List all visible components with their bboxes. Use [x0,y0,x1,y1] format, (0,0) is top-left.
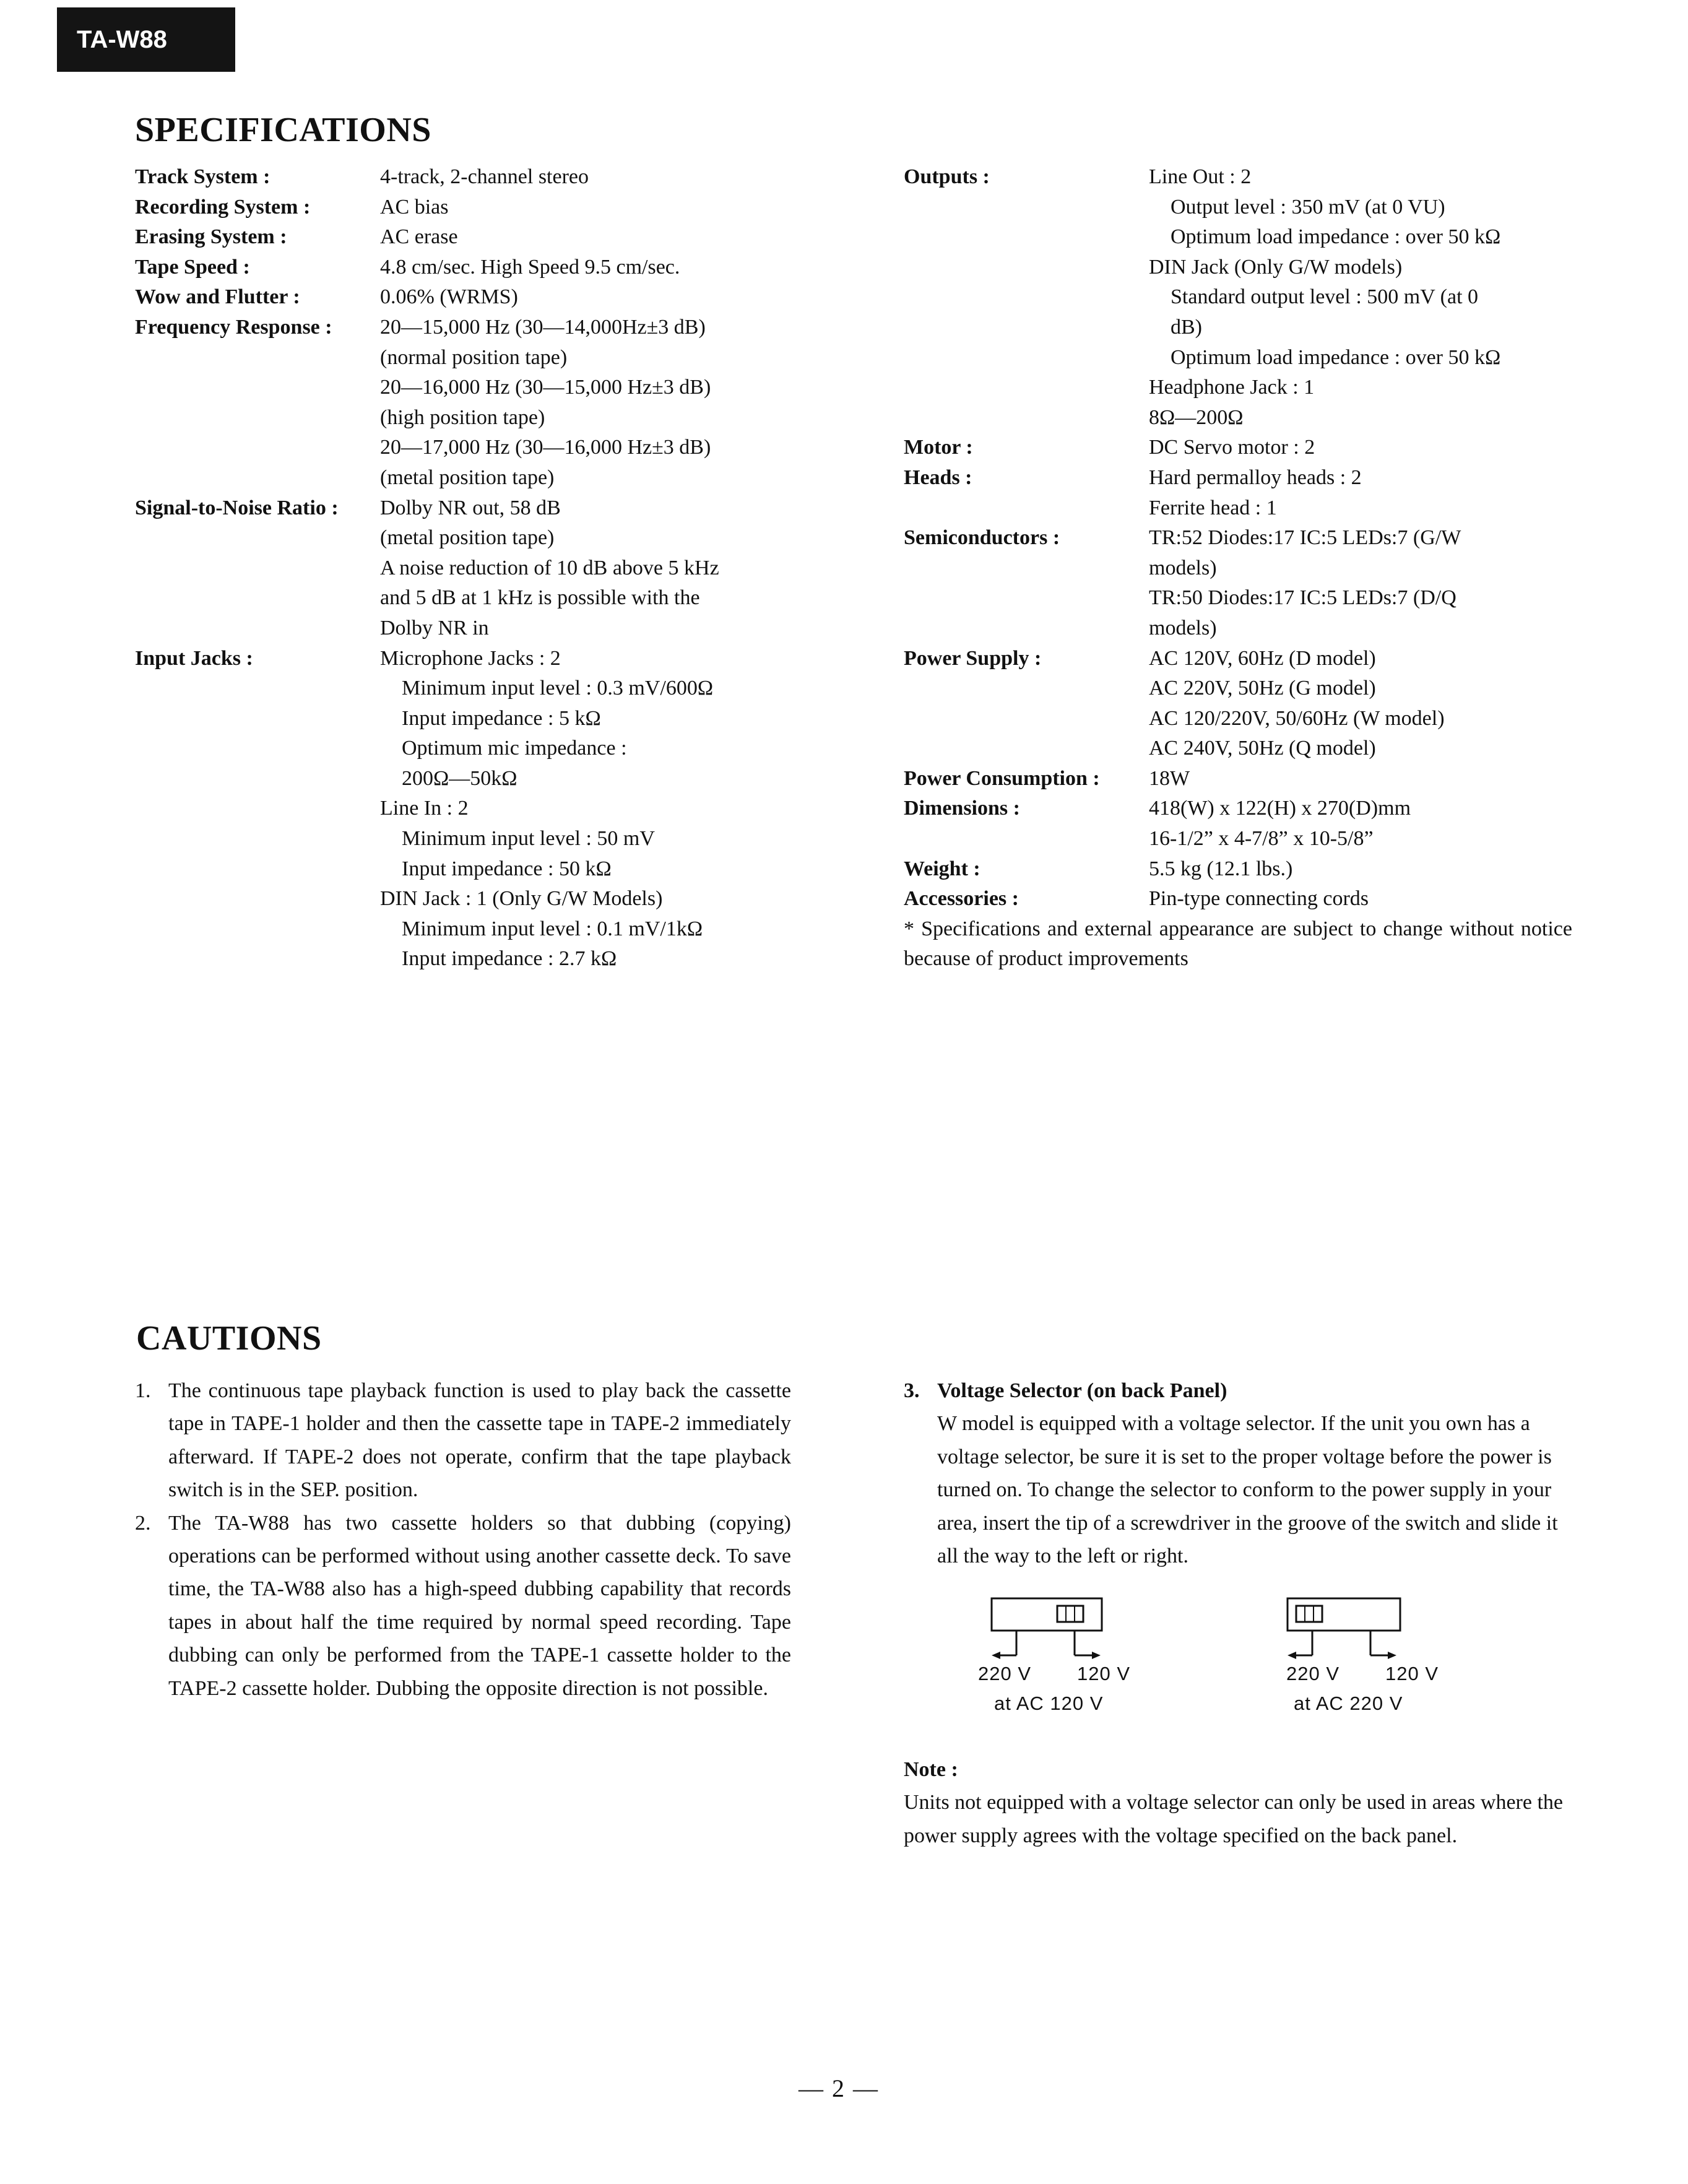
spec-row [135,493,773,644]
spec-label: Power Consumption : [904,766,1100,790]
spec-value-line: TR:50 Diodes:17 IC:5 LEDs:7 (D/Q [1149,586,1456,610]
spec-value-line: Headphone Jack : 1 [1149,376,1315,399]
model-tag: TA-W88 [57,7,235,72]
spec-values [380,282,773,313]
spec-value-line: 20—16,000 Hz (30—15,000 Hz±3 dB) [380,376,711,399]
spec-value-line: Line Out : 2 [1149,165,1252,188]
specifications-left-column [135,162,773,974]
spec-value-line: Input impedance : 2.7 kΩ [402,947,617,971]
caution-item [135,1374,791,1507]
specifications-right-column [904,162,1572,974]
spec-value-line: 8Ω—200Ω [1149,405,1244,429]
spec-value-line: TR:52 Diodes:17 IC:5 LEDs:7 (G/W [1149,526,1461,550]
spec-row [904,644,1572,764]
specifications-note: * Specifications and external appearance are subject to change without notice because of product improvements [904,917,1572,971]
spec-value-line: 5.5 kg (12.1 lbs.) [1149,857,1293,880]
spec-label: Dimensions : [904,797,1020,820]
spec-value-line: 0.06% (WRMS) [380,285,518,309]
spec-value-line: AC bias [380,195,449,219]
note-title: Note : [904,1758,958,1781]
spec-row [904,794,1572,854]
spec-label: Wow and Flutter : [135,285,300,309]
caution-text: The TA-W88 has two cassette holders so that dubbing (copying) operations can be performed without using another cassette deck. To save time, the TA-W88 also has a high-speed dubbing capability that records tapes in about half the time required by normal speed recording. Tape dubbing can only be performed from the TAPE-1 cassette holder to the TAPE-2 cassette holder. Dubbing the opposite direction is not possible. [168,1511,791,1700]
spec-label: Recording System : [135,195,311,219]
spec-value-line: 20—17,000 Hz (30—16,000 Hz±3 dB) [380,436,711,459]
spec-values [1149,463,1572,523]
spec-values [1149,162,1572,433]
spec-value-line: AC erase [380,225,458,249]
spec-values [380,313,773,493]
spec-values [1149,523,1572,643]
spec-value-line: AC 240V, 50Hz (Q model) [1149,737,1376,760]
caution-number: 2. [135,1511,151,1535]
spec-value-line: Pin-type connecting cords [1149,887,1369,911]
spec-value-line: DIN Jack (Only G/W models) [1149,255,1403,279]
spec-label: Signal-to-Noise Ratio : [135,496,339,519]
spec-value-line: AC 120V, 60Hz (D model) [1149,646,1376,670]
spec-value-line: (normal position tape) [380,345,568,369]
caution-text: The continuous tape playback function is used to play back the cassette tape in TAPE-1 holder and then the cassette tape in TAPE-2 immediately afterward. If TAPE-2 does not operate, confirm that the tape playback switch is in the SEP. position. [168,1379,791,1502]
spec-values [380,162,773,193]
voltage-switch-diagram-ac220 [1286,1596,1472,1744]
spec-values [1149,433,1572,463]
spec-value-line: Optimum mic impedance : [402,737,627,760]
spec-values [380,253,773,283]
spec-value-line: 200Ω—50kΩ [402,766,517,790]
spec-label: Semiconductors : [904,526,1060,550]
voltage-selector-body: W model is equipped with a voltage selector. If the unit you own has a voltage selector, be sure it is set to the proper voltage before the power is turned on. To change the selector to conform to the power supply in your area, insert the tip of a screwdriver in the groove of the switch and slide it all the way to the left or right. [937,1412,1558,1568]
spec-label: Weight : [904,857,980,880]
spec-value-line: (metal position tape) [380,526,555,550]
spec-row [904,523,1572,643]
spec-values [1149,644,1572,764]
voltage-selector-number: 3. [904,1379,920,1402]
spec-label: Outputs : [904,165,990,188]
note-section [904,1753,1566,1852]
spec-row [904,463,1572,523]
spec-value-line: A noise reduction of 10 dB above 5 kHz [380,556,719,579]
spec-value-line: DIN Jack : 1 (Only G/W Models) [380,887,663,911]
spec-label: Heads : [904,466,972,489]
spec-row [135,253,773,283]
voltage-selector-title [904,1374,1566,1407]
spec-value-line: Minimum input level : 50 mV [402,827,655,851]
spec-value-line: and 5 dB at 1 kHz is possible with the [380,586,700,610]
spec-label: Accessories : [904,887,1019,911]
page-number: — 2 — [799,2074,879,2102]
spec-values [380,644,773,975]
spec-value-line: models) [1149,616,1217,639]
spec-value-line: 4.8 cm/sec. High Speed 9.5 cm/sec. [380,255,680,279]
spec-value-line: (high position tape) [380,405,545,429]
spec-value-line: 18W [1149,766,1190,790]
spec-row [904,764,1572,794]
spec-label: Frequency Response : [135,315,332,339]
voltage-selector-heading: Voltage Selector (on back Panel) [937,1379,1227,1402]
voltage-label-120: 120 V [1385,1663,1439,1684]
voltage-label-220: 220 V [1286,1663,1340,1684]
spec-values [380,222,773,253]
spec-value-line: DC Servo motor : 2 [1149,436,1315,459]
spec-values [1149,794,1572,854]
spec-row [904,162,1572,433]
spec-row [135,222,773,253]
spec-value-line: Minimum input level : 0.3 mV/600Ω [402,677,714,700]
spec-value-line: 4-track, 2-channel stereo [380,165,589,188]
note-body: Units not equipped with a voltage selector can only be used in areas where the power supply agrees with the voltage specified on the back panel. [904,1791,1563,1847]
spec-values [1149,854,1572,885]
spec-value-line: Dolby NR in [380,616,489,639]
spec-label: Input Jacks : [135,646,253,670]
spec-label: Tape Speed : [135,255,250,279]
voltage-switch-diagram-ac120 [978,1596,1176,1744]
spec-value-line: Input impedance : 50 kΩ [402,857,612,880]
spec-values [1149,884,1572,914]
spec-value-line: Optimum load impedance : over 50 kΩ [1171,225,1501,249]
spec-value-line: Dolby NR out, 58 dB [380,496,561,519]
spec-value-line: Output level : 350 mV (at 0 VU) [1171,195,1445,219]
spec-value-line: dB) [1171,315,1202,339]
spec-value-line: Hard permalloy heads : 2 [1149,466,1362,489]
spec-value-line: AC 120/220V, 50/60Hz (W model) [1149,706,1445,730]
spec-value-line: 16-1/2” x 4-7/8” x 10-5/8” [1149,827,1374,851]
spec-label: Power Supply : [904,646,1042,670]
spec-row [135,644,773,975]
spec-value-line: AC 220V, 50Hz (G model) [1149,677,1376,700]
spec-value-line: Minimum input level : 0.1 mV/1kΩ [402,917,703,940]
spec-value-line: Line In : 2 [380,797,469,820]
voltage-label-220: 220 V [978,1663,1032,1684]
caution-item [135,1507,791,1705]
voltage-selector-section [904,1374,1566,1572]
spec-row [904,854,1572,885]
spec-value-line: Microphone Jacks : 2 [380,646,561,670]
spec-values [1149,764,1572,794]
spec-label: Erasing System : [135,225,287,249]
spec-row [135,282,773,313]
spec-value-line: (metal position tape) [380,466,555,489]
spec-value-line: 20—15,000 Hz (30—14,000Hz±3 dB) [380,315,706,339]
cautions-list [135,1374,791,1705]
spec-values [380,193,773,223]
specifications-title: SPECIFICATIONS [135,111,431,149]
spec-values [380,493,773,644]
spec-row [135,193,773,223]
spec-value-line: Standard output level : 500 mV (at 0 [1171,285,1479,309]
spec-row [904,433,1572,463]
voltage-label-120: 120 V [1077,1663,1131,1684]
spec-row [135,162,773,193]
spec-value-line: models) [1149,556,1217,579]
spec-row [135,313,773,493]
spec-value-line: 418(W) x 122(H) x 270(D)mm [1149,797,1411,820]
diagram-caption: at AC 220 V [1294,1692,1403,1714]
spec-label: Track System : [135,165,271,188]
diagram-caption: at AC 120 V [994,1692,1104,1714]
spec-value-line: Input impedance : 5 kΩ [402,706,601,730]
spec-value-line: Optimum load impedance : over 50 kΩ [1171,345,1501,369]
spec-value-line: Ferrite head : 1 [1149,496,1277,519]
cautions-title: CAUTIONS [136,1319,322,1358]
spec-row [904,884,1572,914]
caution-number: 1. [135,1379,151,1402]
spec-label: Motor : [904,436,973,459]
